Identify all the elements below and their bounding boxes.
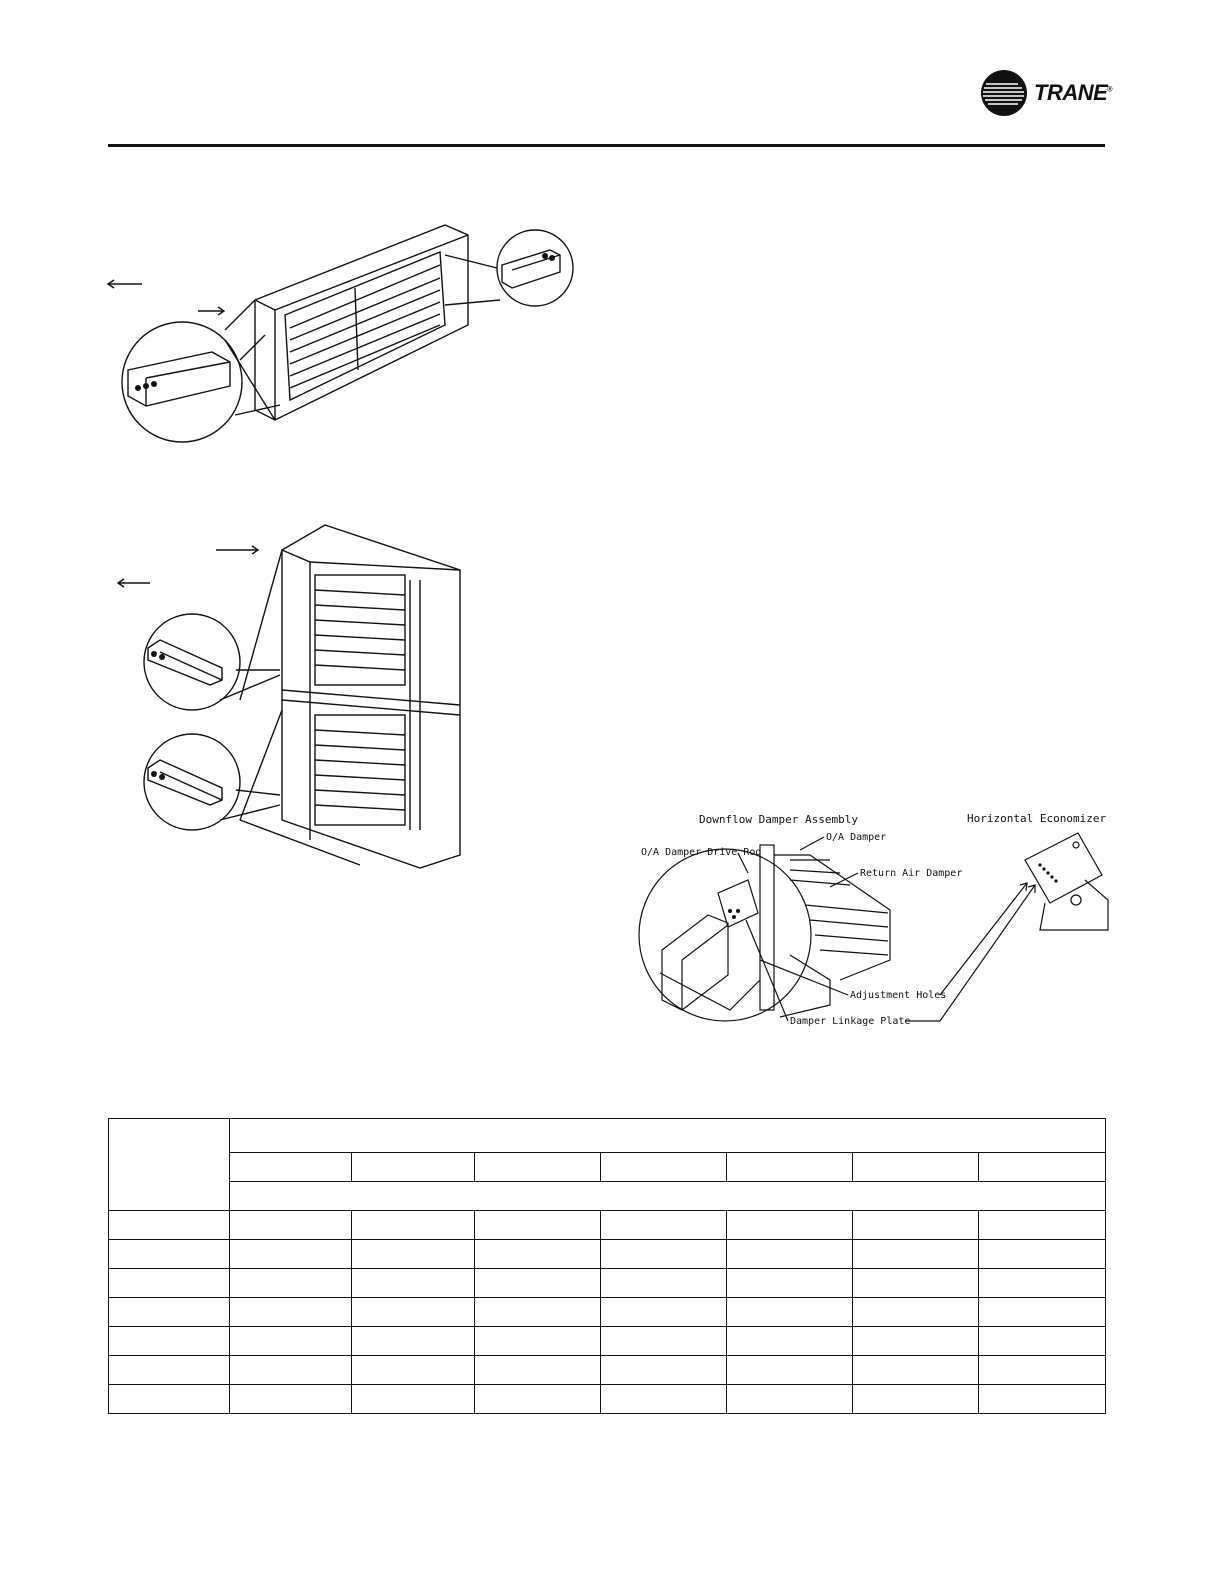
table-units-header	[230, 1182, 1106, 1211]
table-subheader-row	[109, 1153, 1106, 1182]
table-row	[109, 1269, 1106, 1298]
table-row	[109, 1240, 1106, 1269]
table-column-header	[475, 1153, 601, 1182]
downflow-damper-assembly-drawing	[110, 520, 470, 870]
table-row	[109, 1298, 1106, 1327]
label-adjustment-holes: Adjustment Holes	[850, 990, 947, 1001]
horizontal-damper-assembly-drawing	[100, 210, 580, 460]
damper-linkage-diagram	[630, 805, 1120, 1040]
table-row	[109, 1356, 1106, 1385]
logo-wordmark: TRANE®	[1034, 80, 1112, 105]
figure-title-downflow: Downflow Damper Assembly	[699, 813, 858, 826]
table-units-row	[109, 1182, 1106, 1211]
table-column-header	[601, 1153, 727, 1182]
table-group-header	[230, 1119, 1106, 1153]
specification-table	[108, 1118, 1106, 1414]
header-rule	[108, 144, 1105, 147]
label-oa-damper: O/A Damper	[826, 832, 887, 843]
table-row	[109, 1385, 1106, 1414]
table-row	[109, 1327, 1106, 1356]
label-oa-damper-drive-rod: O/A Damper Drive Rod	[641, 847, 762, 858]
table-stub-header	[109, 1119, 230, 1211]
table-column-header	[979, 1153, 1106, 1182]
table-column-header	[230, 1153, 352, 1182]
label-return-air-damper: Return Air Damper	[860, 868, 963, 879]
figure-title-horizontal: Horizontal Economizer	[967, 812, 1107, 825]
label-damper-linkage-plate: Damper Linkage Plate	[790, 1016, 911, 1027]
table-column-header	[727, 1153, 853, 1182]
table-header-row	[109, 1119, 1106, 1153]
table-row	[109, 1211, 1106, 1240]
table-column-header	[853, 1153, 979, 1182]
table-column-header	[352, 1153, 475, 1182]
